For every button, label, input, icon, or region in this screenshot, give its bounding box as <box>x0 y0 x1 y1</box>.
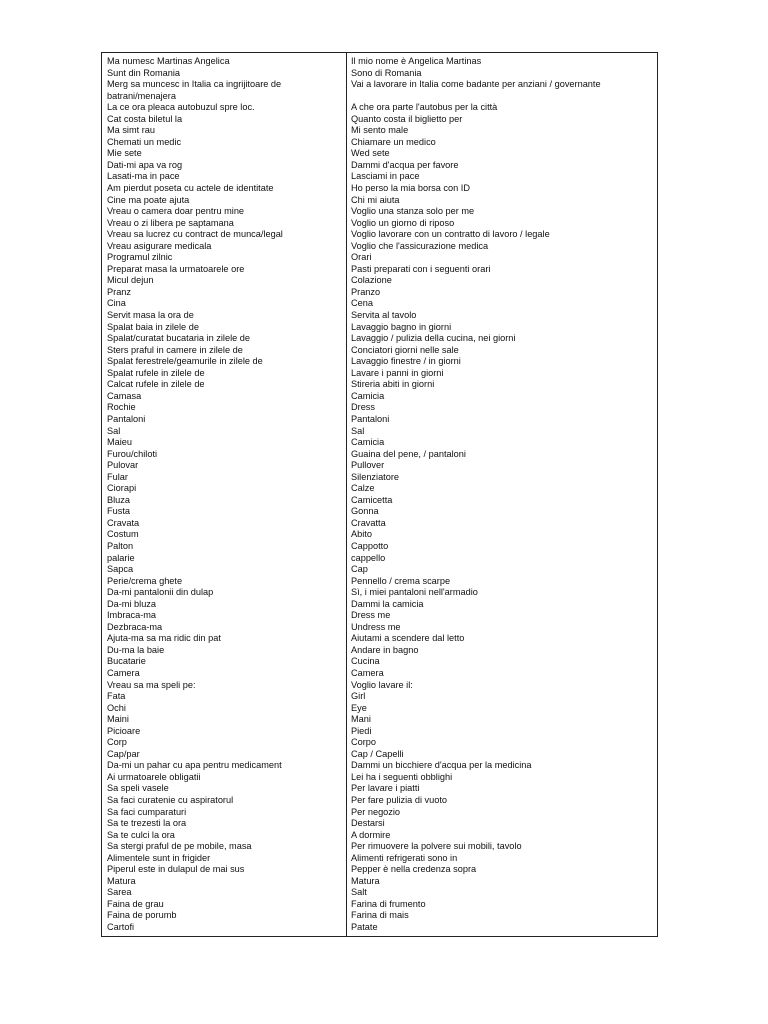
italian-phrase: Farina di mais <box>351 910 409 921</box>
romanian-phrase: Bluza <box>107 494 130 505</box>
romanian-phrase: La ce ora pleaca autobuzul spre loc. <box>107 102 255 113</box>
italian-phrase: Wed sete <box>351 148 390 159</box>
romanian-phrase: Dati-mi apa va rog <box>107 159 183 170</box>
romanian-phrase: Palton <box>107 540 134 551</box>
italian-phrase: Matura <box>351 875 380 886</box>
italian-phrase: Farina di frumento <box>351 898 426 909</box>
romanian-phrase: Merg sa muncesc in Italia ca ingrijitoare de batrani/menajera <box>107 79 282 101</box>
italian-phrase: Ho perso la mia borsa con ID <box>351 183 470 194</box>
romanian-phrase: Ochi <box>107 702 126 713</box>
romanian-phrase: Fular <box>107 471 128 482</box>
romanian-phrase: Micul dejun <box>107 275 154 286</box>
romanian-phrase: Ma simt rau <box>107 125 155 136</box>
romanian-phrase: Sters praful in camere in zilele de <box>107 344 243 355</box>
romanian-phrase: Da-mi bluza <box>107 598 157 609</box>
romanian-phrase: Picioare <box>107 725 141 736</box>
italian-phrase: Eye <box>351 702 367 713</box>
romanian-phrase: Lasati-ma in pace <box>107 171 180 182</box>
romanian-phrase: Cravata <box>107 517 140 528</box>
romanian-phrase: Sa stergi praful de pe mobile, masa <box>107 841 252 852</box>
italian-phrase: Dress me <box>351 610 391 621</box>
romanian-phrase: Alimentele sunt in frigider <box>107 852 211 863</box>
italian-phrase: Camicia <box>351 437 385 448</box>
italian-phrase: Pantaloni <box>351 413 390 424</box>
romanian-phrase: palarie <box>107 552 135 563</box>
italian-phrase: Destarsi <box>351 818 385 829</box>
phrase-table <box>101 52 658 937</box>
italian-phrase: Per negozio <box>351 806 401 817</box>
italian-phrase <box>351 91 653 103</box>
italian-phrase: Gonna <box>351 506 379 517</box>
romanian-phrase: Sa te culci la ora <box>107 829 175 840</box>
romanian-phrase: Faina de grau <box>107 898 164 909</box>
romanian-phrase: Perie/crema ghete <box>107 575 183 586</box>
italian-phrase: Mi sento male <box>351 125 409 136</box>
italian-phrase: Andare in bagno <box>351 644 419 655</box>
italian-phrase: Calze <box>351 483 375 494</box>
romanian-phrase: Pranz <box>107 286 132 297</box>
italian-phrase: Lavaggio finestre / in giorni <box>351 356 461 367</box>
italian-phrase: Voglio una stanza solo per me <box>351 206 475 217</box>
romanian-phrase: Sarea <box>107 887 132 898</box>
italian-phrase: Pasti preparati con i seguenti orari <box>351 263 491 274</box>
romanian-phrase: Programul zilnic <box>107 252 173 263</box>
italian-phrase: Per fare pulizia di vuoto <box>351 795 448 805</box>
romanian-phrase: Calcat rufele in zilele de <box>107 379 205 390</box>
romanian-phrase: Faina de porumb <box>107 910 177 921</box>
romanian-phrase: Corp <box>107 737 127 748</box>
romanian-phrase: Vreau sa lucrez cu contract de munca/legal <box>107 229 283 240</box>
italian-phrase: Lavaggio bagno in giorni <box>351 321 452 332</box>
italian-phrase: Chiamare un medico <box>351 136 436 147</box>
romanian-phrase: Spalat ferestrele/geamurile in zilele de <box>107 356 263 367</box>
romanian-phrase: Imbraca-ma <box>107 610 157 621</box>
italian-phrase: Corpo <box>351 737 377 748</box>
romanian-phrase: Piperul este in dulapul de mai sus <box>107 864 245 875</box>
italian-phrase: Dammi d'acqua per favore <box>351 159 459 170</box>
italian-phrase: Undress me <box>351 621 401 632</box>
romanian-phrase: Sa te trezesti la ora <box>107 818 187 829</box>
italian-phrase: Voglio lavare il: <box>351 679 413 690</box>
italian-phrase: Camicetta <box>351 494 393 505</box>
romanian-phrase: Cartofi <box>107 922 135 933</box>
italian-phrase: Patate <box>351 922 378 933</box>
romanian-phrase: Da-mi pantalonii din dulap <box>107 587 214 598</box>
italian-phrase: Cappotto <box>351 540 389 551</box>
italian-phrase: Silenziatore <box>351 471 400 482</box>
italian-phrase: Camera <box>351 667 384 678</box>
romanian-phrase: Furou/chiloti <box>107 448 158 459</box>
romanian-phrase: Sal <box>107 425 121 436</box>
italian-phrase: A dormire <box>351 829 391 840</box>
italian-phrase: Sì, i miei pantaloni nell'armadio <box>351 587 478 598</box>
romanian-phrase: Am pierdut poseta cu actele de identitate <box>107 183 274 194</box>
italian-phrase: Il mio nome è Angelica Martinas <box>351 56 482 66</box>
italian-phrase: Lei ha i seguenti obblighi <box>351 771 453 782</box>
italian-phrase: Lavare i panni in giorni <box>351 367 444 378</box>
romanian-phrase: Maini <box>107 714 129 725</box>
romanian-phrase: Vreau asigurare medicala <box>107 240 212 251</box>
romanian-phrase: Dezbraca-ma <box>107 621 163 632</box>
romanian-phrase: Ai urmatoarele obligatii <box>107 771 201 782</box>
italian-phrase: Dammi la camicia <box>351 598 424 609</box>
italian-phrase: Lasciami in pace <box>351 171 420 182</box>
romanian-phrase: Sa speli vasele <box>107 783 169 794</box>
romanian-phrase: Ajuta-ma sa ma ridic din pat <box>107 633 221 644</box>
romanian-phrase: Spalat baia in zilele de <box>107 321 199 332</box>
italian-phrase: Mani <box>351 714 371 725</box>
italian-phrase: Pennello / crema scarpe <box>351 575 451 586</box>
romanian-phrase: Vreau sa ma speli pe: <box>107 679 196 690</box>
italian-phrase: Pepper è nella credenza sopra <box>351 864 477 875</box>
italian-phrase: Quanto costa il biglietto per <box>351 113 463 124</box>
romanian-phrase: Spalat/curatat bucataria in zilele de <box>107 333 251 344</box>
italian-phrase: Cravatta <box>351 517 386 528</box>
romanian-phrase: Ma numesc Martinas Angelica <box>107 56 230 66</box>
italian-phrase: Cena <box>351 298 373 309</box>
italian-phrase: A che ora parte l'autobus per la città <box>351 102 498 113</box>
romanian-phrase: Cap/par <box>107 748 140 759</box>
italian-phrase: Salt <box>351 887 367 898</box>
italian-phrase: Piedi <box>351 725 372 736</box>
romanian-phrase: Mie sete <box>107 148 142 159</box>
romanian-phrase: Sa faci curatenie cu aspiratorul <box>107 795 234 805</box>
romanian-phrase: Cine ma poate ajuta <box>107 194 190 205</box>
italian-phrase: Abito <box>351 529 372 540</box>
italian-phrase: Colazione <box>351 275 392 286</box>
romanian-phrase: Pantaloni <box>107 413 146 424</box>
italian-phrase: Chi mi aiuta <box>351 194 400 205</box>
italian-phrase: Cap / Capelli <box>351 748 404 759</box>
romanian-phrase: Chemati un medic <box>107 136 182 147</box>
romanian-phrase: Camera <box>107 667 140 678</box>
romanian-phrase: Matura <box>107 875 136 886</box>
italian-phrase: Voglio un giorno di riposo <box>351 217 455 228</box>
romanian-phrase: Rochie <box>107 402 136 413</box>
italian-phrase: Per rimuovere la polvere sui mobili, tavolo <box>351 841 522 852</box>
italian-column <box>351 56 653 934</box>
italian-phrase: Voglio lavorare con un contratto di lavoro / legale <box>351 229 550 240</box>
italian-phrase: Cucina <box>351 656 380 667</box>
romanian-phrase: Camasa <box>107 390 142 401</box>
romanian-phrase: Preparat masa la urmatoarele ore <box>107 263 245 274</box>
italian-phrase: Girl <box>351 691 366 702</box>
romanian-phrase: Maieu <box>107 437 133 448</box>
italian-phrase: Dress <box>351 402 375 413</box>
romanian-phrase: Costum <box>107 529 139 540</box>
italian-phrase: Sono di Romania <box>351 67 422 78</box>
romanian-phrase: Servit masa la ora de <box>107 310 194 321</box>
romanian-phrase: Cina <box>107 298 126 309</box>
romanian-phrase: Sa faci cumparaturi <box>107 806 187 817</box>
column-divider <box>346 53 347 936</box>
italian-phrase: Guaina del pene, / pantaloni <box>351 448 466 459</box>
italian-phrase: Orari <box>351 252 372 263</box>
italian-phrase: Aiutami a scendere dal letto <box>351 633 465 644</box>
italian-phrase: Sal <box>351 425 365 436</box>
romanian-phrase: Spalat rufele in zilele de <box>107 367 205 378</box>
italian-phrase: Stireria abiti in giorni <box>351 379 435 390</box>
romanian-phrase: Sunt din Romania <box>107 67 181 78</box>
italian-phrase: Servita al tavolo <box>351 310 417 321</box>
italian-phrase: Voglio che l'assicurazione medica <box>351 240 489 251</box>
romanian-phrase: Da-mi un pahar cu apa pentru medicament <box>107 760 282 771</box>
italian-phrase: Cap <box>351 564 368 575</box>
romanian-phrase: Cat costa biletul la <box>107 113 183 124</box>
italian-phrase: Dammi un bicchiere d'acqua per la medicina <box>351 760 532 771</box>
romanian-phrase: Vreau o zi libera pe saptamana <box>107 217 234 228</box>
romanian-phrase: Fusta <box>107 506 130 517</box>
romanian-phrase: Vreau o camera doar pentru mine <box>107 206 245 217</box>
italian-phrase: Vai a lavorare in Italia come badante per anziani / governante <box>351 79 601 90</box>
romanian-phrase: Fata <box>107 691 126 702</box>
italian-phrase: Lavaggio / pulizia della cucina, nei giorni <box>351 333 516 344</box>
romanian-column <box>107 56 343 934</box>
italian-phrase: Conciatori giorni nelle sale <box>351 344 459 355</box>
romanian-phrase: Bucatarie <box>107 656 146 667</box>
italian-phrase: Per lavare i piatti <box>351 783 420 794</box>
italian-phrase: Alimenti refrigerati sono in <box>351 852 458 863</box>
romanian-phrase: Ciorapi <box>107 483 137 494</box>
italian-phrase: Pullover <box>351 460 385 471</box>
italian-phrase: Camicia <box>351 390 385 401</box>
italian-phrase: cappello <box>351 552 386 563</box>
romanian-phrase: Pulovar <box>107 460 139 471</box>
romanian-phrase: Du-ma la baie <box>107 644 165 655</box>
romanian-phrase: Sapca <box>107 564 134 575</box>
italian-phrase: Pranzo <box>351 286 381 297</box>
